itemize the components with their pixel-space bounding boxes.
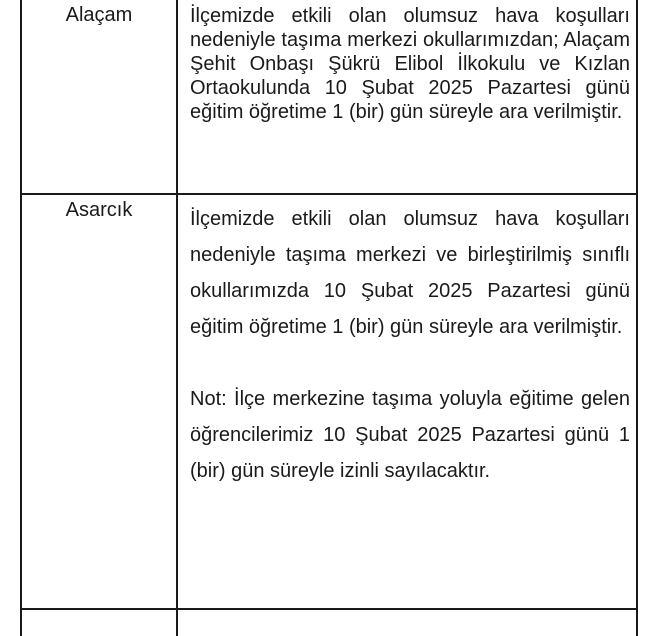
announcement-table	[20, 0, 638, 636]
announcement-text	[190, 4, 630, 124]
announcement-note: Not: İlçe merkezine taşıma yoluyla eğitime gelen öğrencilerimiz 10 Şubat 2025 Pazartesi günü 1 (bir) gün süreyle izinli sayılacaktır.	[190, 388, 630, 482]
table-row	[22, 195, 636, 606]
announcement-paragraph: İlçemizde etkili olan olumsuz hava koşulları nedeniyle taşıma merkezi ve birleştirilmiş sınıflı okullarımızda 10 Şubat 2025 Pazartesi günü eğitim öğretime 1 (bir) gün süreyle ara verilmiştir.	[190, 208, 630, 338]
table-row	[22, 0, 636, 195]
district-name: Asarcık	[65, 199, 133, 221]
announcement-paragraph: İlçemizde etkili olan olumsuz hava koşulları nedeniyle taşıma merkezi okullarımızdan; Alaçam Şehit Onbaşı Şükrü Elibol İlkokulu ve Kızlan Ortaokulunda 10 Şubat 2025 Pazartesi günü eğitim öğretime 1 (bir) gün süreyle ara verilmiştir.	[190, 5, 630, 123]
district-name: Alaçam	[65, 4, 133, 26]
row-divider	[22, 608, 636, 610]
announcement-text	[190, 201, 630, 489]
